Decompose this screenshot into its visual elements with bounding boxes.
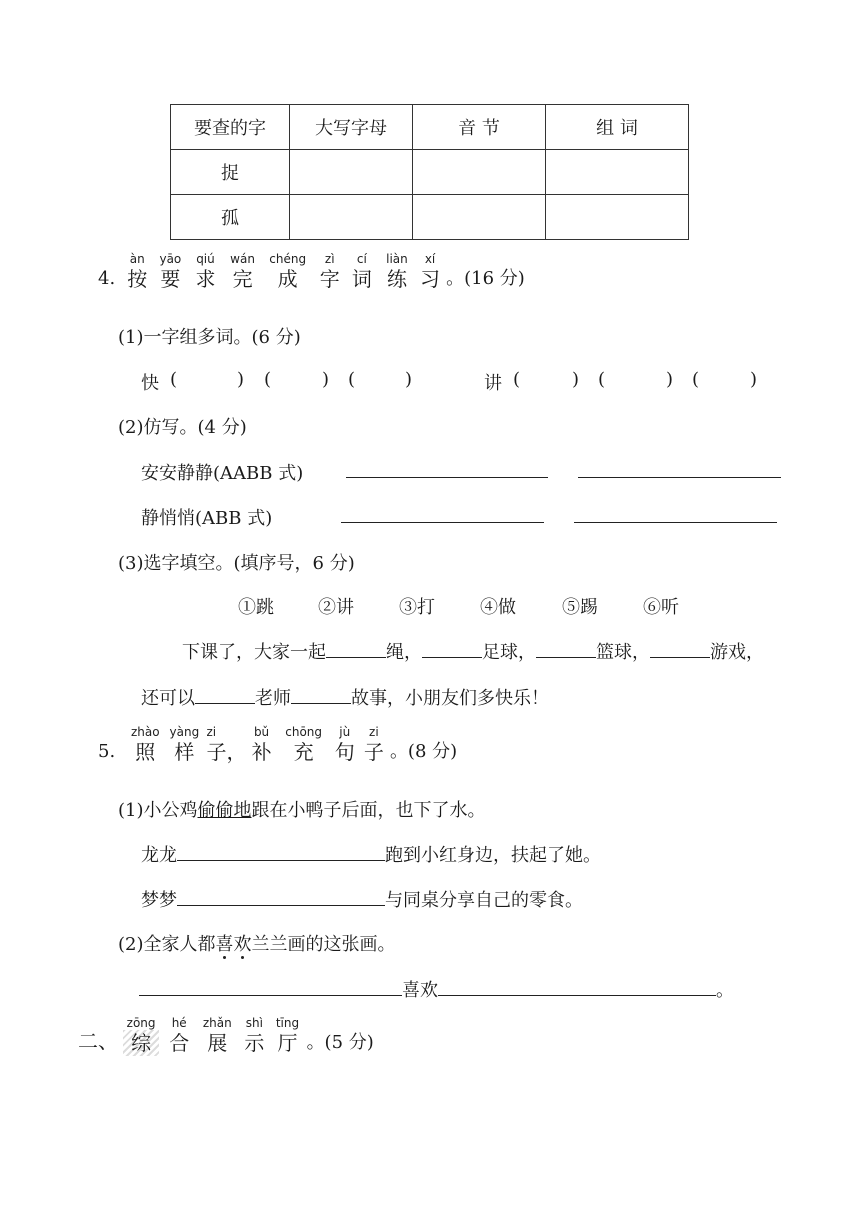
ruby-char: àn 按 [127, 252, 148, 291]
table-cell-char: 孤 [171, 195, 290, 240]
ruby-char: chéng 成 [269, 252, 307, 291]
section2-score: 。(5 分) [306, 1032, 374, 1053]
table-header-cell: 大写字母 [290, 105, 413, 150]
q4-heading [98, 252, 525, 292]
ruby-char: zōng 综 [123, 1016, 159, 1056]
answer-blank[interactable] [536, 641, 596, 658]
ruby-char: yàng 样 [169, 725, 200, 764]
answer-blank[interactable] [650, 641, 710, 658]
q4-part2-title: (2)仿写。(4 分) [118, 417, 247, 438]
q5-part1-example: (1)小公鸡偷偷地跟在小鸭子后面，也下了水。 [118, 800, 486, 821]
ruby-char: wán 完 [230, 252, 255, 291]
paren-blank[interactable]: ( [264, 369, 272, 390]
answer-blank[interactable] [578, 461, 781, 478]
q5-part1-line1: 龙龙 跑到小红身边，扶起了她。 [141, 845, 601, 866]
ruby-char: bǔ 补 [251, 725, 272, 764]
section2-heading [78, 1016, 374, 1056]
ruby-char: tīng 厅 [275, 1016, 300, 1055]
dotted-char: 喜 [215, 934, 234, 955]
ruby-char: jù 句 [334, 725, 355, 764]
ruby-char: hé 合 [169, 1016, 190, 1055]
ruby-char: zi 子 [363, 725, 384, 764]
ruby-char: zhǎn 展 [202, 1016, 232, 1055]
dotted-char: 欢 [233, 934, 252, 955]
ruby-char: chōng 充 [285, 725, 323, 764]
paren-blank[interactable]: ( [170, 369, 178, 390]
fill-sentence-2: 还可以 老师 故事，小朋友们多快乐！ [141, 688, 549, 709]
q5-number: 5. [98, 741, 116, 762]
answer-blank[interactable] [291, 687, 351, 704]
table-header-cell: 组 词 [546, 105, 689, 150]
ruby-char: zhào 照 [130, 725, 160, 764]
q5-part1-line2: 梦梦 与同桌分享自己的零食。 [141, 890, 583, 911]
fill-sentence-1: 下课了，大家一起 绳， 足球， 篮球， 游戏， [182, 642, 764, 663]
q5-part2-line: 喜欢 。 [139, 976, 734, 1002]
answer-blank[interactable] [326, 641, 386, 658]
ruby-char: zì 字 [319, 252, 340, 291]
ruby-char: shì 示 [244, 1016, 265, 1055]
ruby-char: xí 习 [420, 252, 441, 291]
q4-part3-title: (3)选字填空。(填序号，6 分) [118, 553, 355, 574]
option-item: ⑤踢 [562, 597, 598, 618]
table-cell-blank[interactable] [290, 195, 413, 240]
ruby-char: qiú 求 [195, 252, 216, 291]
table-cell-blank[interactable] [546, 150, 689, 195]
table-cell-char: 捉 [171, 150, 290, 195]
paren-blank: ) [405, 369, 413, 390]
answer-blank[interactable] [438, 979, 716, 996]
answer-blank[interactable] [177, 889, 385, 906]
option-item: ①跳 [238, 597, 274, 618]
lookup-table [170, 104, 689, 240]
paren-blank[interactable]: ( [692, 369, 700, 390]
ruby-char: liàn 练 [386, 252, 408, 291]
answer-blank[interactable] [195, 687, 255, 704]
table-cell-blank[interactable] [413, 195, 546, 240]
table-header-row [171, 105, 689, 150]
q5-score: 。(8 分) [389, 741, 458, 762]
q4-part1-char-b: 讲 [484, 373, 502, 394]
paren-blank[interactable]: ( [513, 369, 521, 390]
answer-blank[interactable] [177, 844, 385, 861]
table-cell-blank[interactable] [413, 150, 546, 195]
table-header-cell: 音 节 [413, 105, 546, 150]
q4-number: 4. [98, 268, 116, 289]
table-row [171, 150, 689, 195]
answer-blank[interactable] [422, 641, 482, 658]
ruby-char: zi 子， [206, 725, 247, 764]
paren-blank: ) [572, 369, 580, 390]
paren-blank: ) [750, 369, 758, 390]
q4-score: 。(16 分) [446, 268, 525, 289]
answer-blank[interactable] [574, 506, 777, 523]
ruby-char: cí 词 [351, 252, 372, 291]
paren-blank[interactable]: ( [598, 369, 606, 390]
q5-heading [98, 725, 457, 765]
table-header-cell: 要查的字 [171, 105, 290, 150]
q4-part2-line1: 安安静静(AABB 式) [141, 463, 304, 484]
table-cell-blank[interactable] [290, 150, 413, 195]
table-cell-blank[interactable] [546, 195, 689, 240]
option-item: ②讲 [318, 597, 354, 618]
table-row [171, 195, 689, 240]
underlined-word: 偷偷地 [197, 800, 252, 821]
answer-blank[interactable] [139, 979, 402, 996]
paren-blank: ) [322, 369, 330, 390]
answer-blank[interactable] [341, 506, 544, 523]
option-item: ③打 [399, 597, 435, 618]
section2-number: 二、 [78, 1029, 118, 1053]
answer-blank[interactable] [346, 461, 548, 478]
paren-blank[interactable]: ( [348, 369, 356, 390]
option-item: ⑥听 [643, 597, 679, 618]
paren-blank: ) [666, 369, 674, 390]
q4-part1-title: (1)一字组多词。(6 分) [118, 327, 301, 348]
q5-part2-example: (2)全家人都喜欢兰兰画的这张画。 [118, 934, 396, 955]
ruby-char: yāo 要 [159, 252, 182, 291]
paren-blank: ) [237, 369, 245, 390]
q4-part2-line2: 静悄悄(ABB 式) [141, 508, 273, 529]
q4-part1-char-a: 快 [141, 373, 159, 394]
option-item: ④做 [480, 597, 516, 618]
